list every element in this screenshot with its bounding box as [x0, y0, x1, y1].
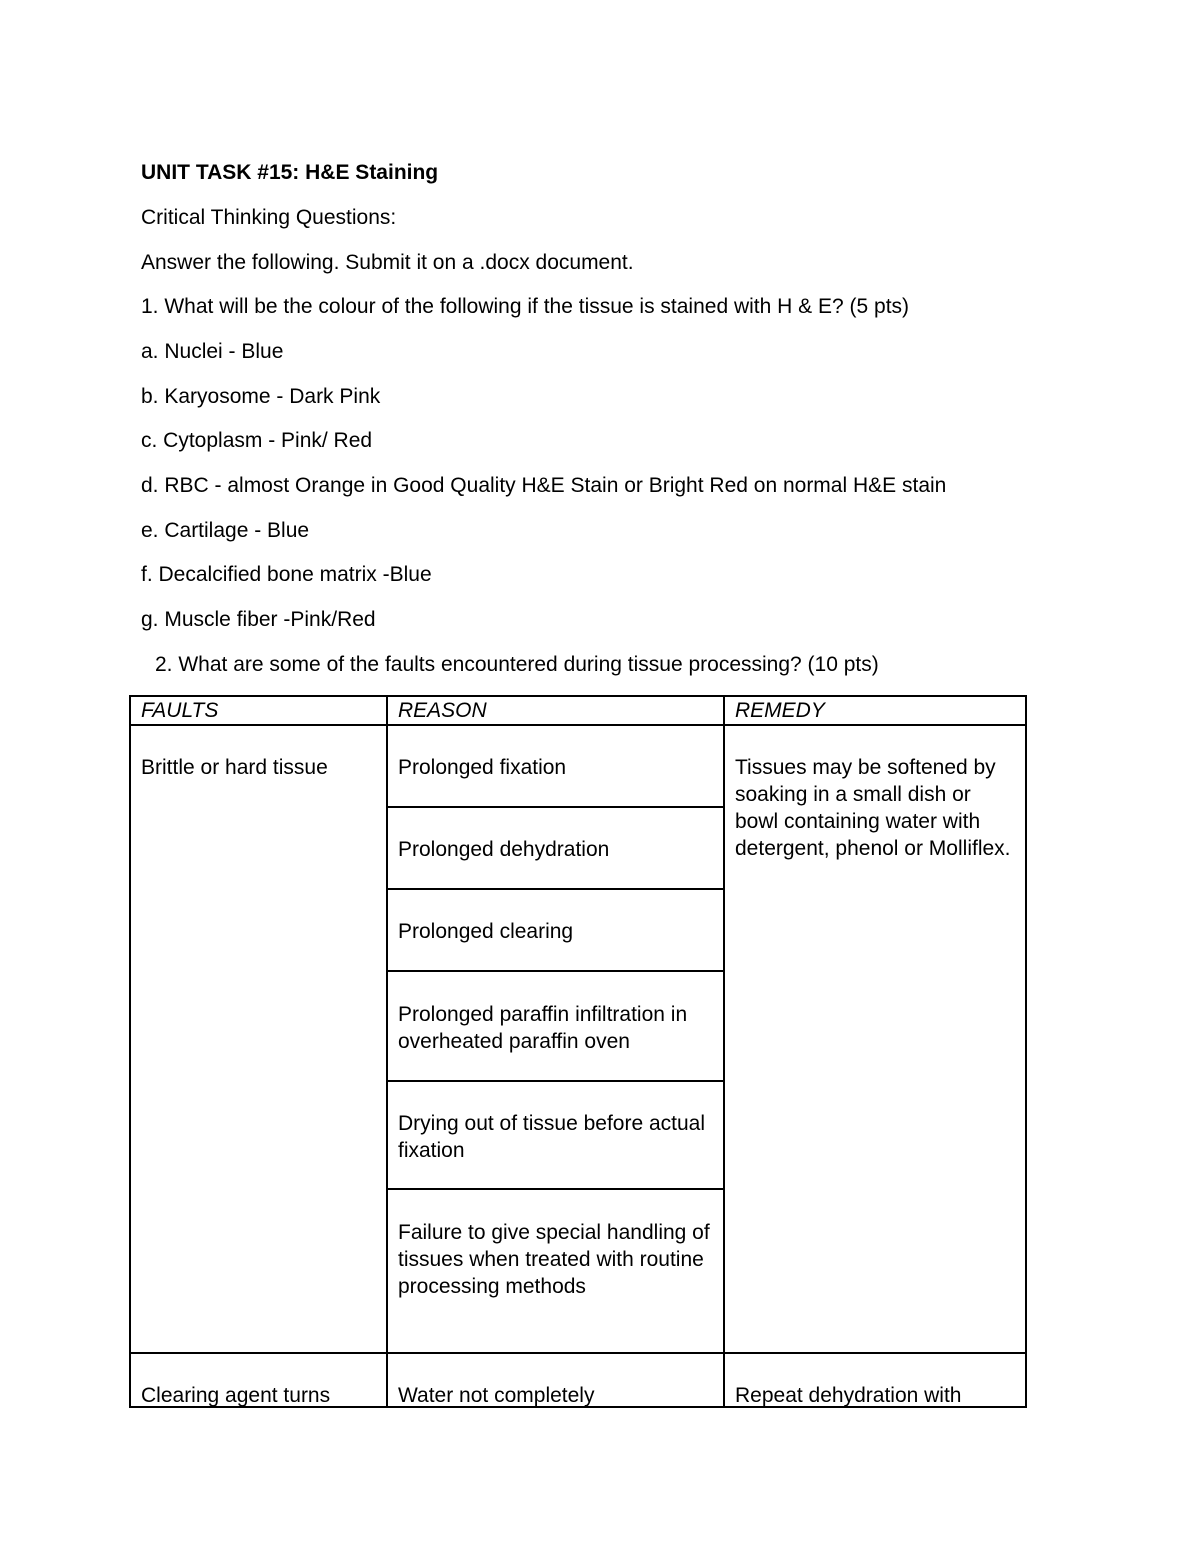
reason-water-not-removed: Water not completely: [398, 1384, 595, 1407]
answer-b: b. Karyosome - Dark Pink: [141, 385, 381, 408]
reason-prolonged-paraffin: Prolonged paraffin infiltration in overheated paraffin oven: [398, 1003, 688, 1053]
faults-table: [129, 695, 1027, 1408]
answer-a: a. Nuclei - Blue: [141, 340, 284, 363]
instruction-text: Answer the following. Submit it on a .docx document.: [141, 251, 634, 274]
remedy-repeat-dehydration: Repeat dehydration with: [735, 1384, 962, 1407]
reason-prolonged-dehydration: Prolonged dehydration: [398, 838, 610, 861]
remedy-soften-tissue: Tissues may be softened by soaking in a small dish or bowl containing water with detergent, phenol or Molliflex.: [735, 756, 1011, 860]
reason-divider: [386, 806, 725, 808]
header-reason: REASON: [398, 699, 487, 722]
reason-divider: [386, 888, 725, 890]
fault-clearing-agent: Clearing agent turns: [141, 1384, 331, 1407]
reason-divider: [386, 1080, 725, 1082]
reason-divider: [386, 1188, 725, 1190]
answer-f: f. Decalcified bone matrix -Blue: [141, 563, 432, 586]
fault-brittle-tissue: Brittle or hard tissue: [141, 756, 328, 779]
reason-prolonged-fixation: Prolonged fixation: [398, 756, 567, 779]
answer-e: e. Cartilage - Blue: [141, 519, 310, 542]
question-2: 2. What are some of the faults encountered during tissue processing? (10 pts): [155, 653, 879, 676]
answer-c: c. Cytoplasm - Pink/ Red: [141, 429, 373, 452]
answer-g: g. Muscle fiber -Pink/Red: [141, 608, 376, 631]
header-remedy: REMEDY: [735, 699, 825, 722]
header-faults: FAULTS: [141, 699, 219, 722]
reason-prolonged-clearing: Prolonged clearing: [398, 920, 574, 943]
answer-d: d. RBC - almost Orange in Good Quality H&E Stain or Bright Red on normal H&E stain: [141, 474, 947, 497]
header-divider: [131, 724, 1025, 726]
row-divider: [131, 1352, 1025, 1354]
document-title: UNIT TASK #15: H&E Staining: [141, 161, 439, 184]
reason-divider: [386, 970, 725, 972]
reason-drying-out: Drying out of tissue before actual fixation: [398, 1112, 706, 1162]
document-subtitle: Critical Thinking Questions:: [141, 206, 397, 229]
reason-special-handling: Failure to give special handling of tissues when treated with routine processing methods: [398, 1221, 710, 1298]
question-1: 1. What will be the colour of the following if the tissue is stained with H & E? (5 pts): [141, 295, 910, 318]
